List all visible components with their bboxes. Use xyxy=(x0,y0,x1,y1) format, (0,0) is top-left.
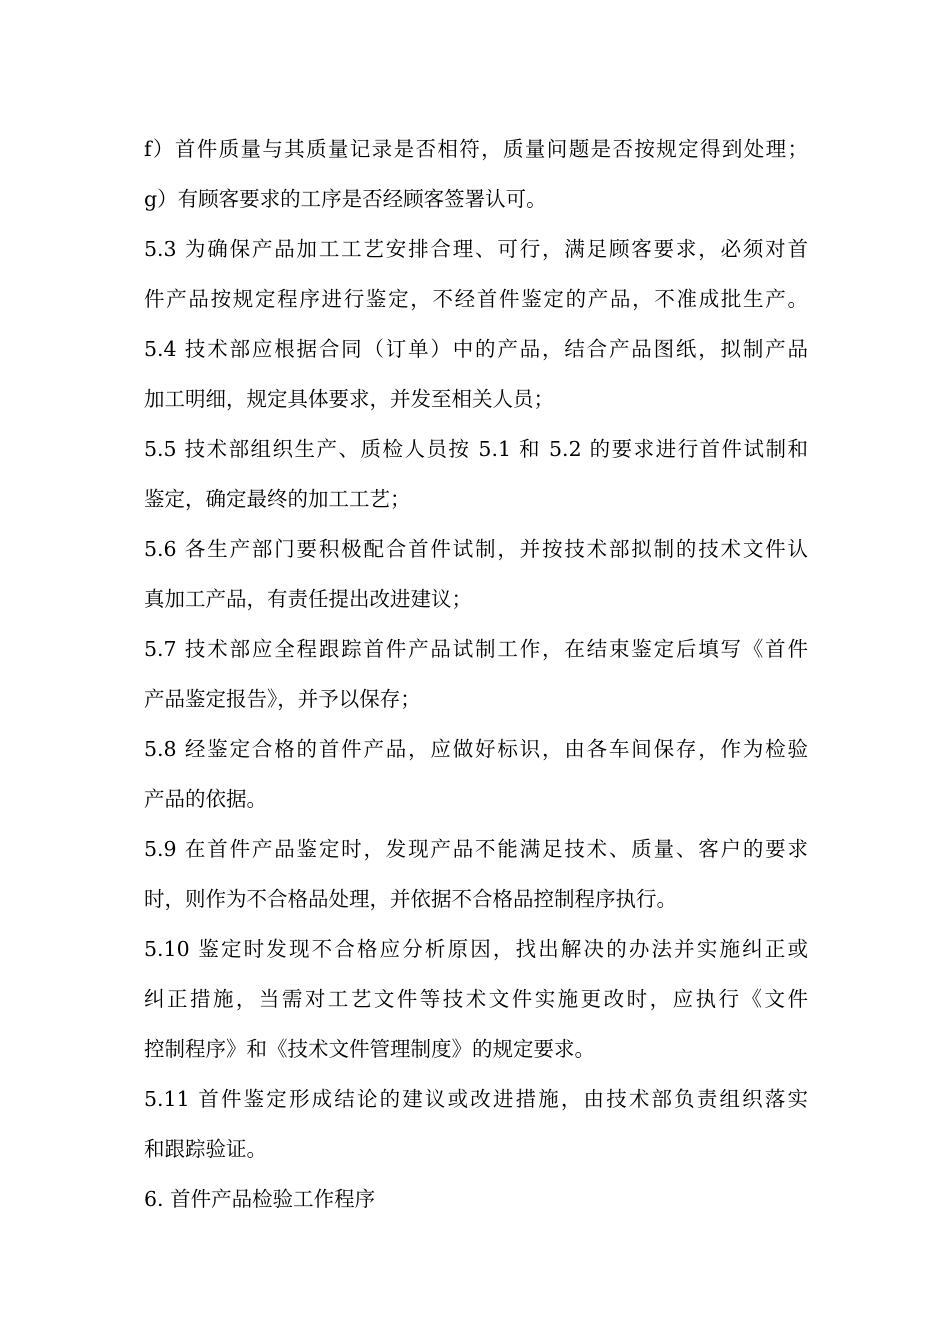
text-line: 纠正措施，当需对工艺文件等技术文件实施更改时，应执行《文件 xyxy=(144,987,808,1011)
text-line: 和跟踪验证。 xyxy=(144,1137,267,1161)
text-line: 真加工产品，有责任提出改进建议； xyxy=(144,587,472,611)
section-heading: 6. 首件产品检验工作程序 xyxy=(144,1187,376,1211)
text-line: 5.6 各生产部门要积极配合首件试制，并按技术部拟制的技术文件认 xyxy=(144,537,808,561)
text-line: 5.9 在首件产品鉴定时，发现产品不能满足技术、质量、客户的要求 xyxy=(144,837,808,861)
text-line: 加工明细，规定具体要求，并发至相关人员； xyxy=(144,387,554,411)
text-line: 5.11 首件鉴定形成结论的建议或改进措施，由技术部负责组织落实 xyxy=(144,1087,808,1111)
text-line: 时，则作为不合格品处理，并依据不合格品控制程序执行。 xyxy=(144,887,677,911)
text-line: f）首件质量与其质量记录是否相符，质量问题是否按规定得到处理； xyxy=(144,137,808,161)
text-line: 控制程序》和《技术文件管理制度》的规定要求。 xyxy=(144,1037,595,1061)
text-line: 5.5 技术部组织生产、质检人员按 5.1 和 5.2 的要求进行首件试制和 xyxy=(144,437,808,461)
document-body xyxy=(144,124,808,1224)
text-line: 鉴定，确定最终的加工工艺； xyxy=(144,487,411,511)
text-line: 5.10 鉴定时发现不合格应分析原因，找出解决的办法并实施纠正或 xyxy=(144,937,808,961)
text-line: g）有顾客要求的工序是否经顾客签署认可。 xyxy=(144,187,547,211)
text-line: 件产品按规定程序进行鉴定，不经首件鉴定的产品，不准成批生产。 xyxy=(144,287,808,311)
text-line: 产品鉴定报告》，并予以保存； xyxy=(144,687,421,711)
text-line: 5.7 技术部应全程跟踪首件产品试制工作，在结束鉴定后填写《首件 xyxy=(144,637,808,661)
text-line: 5.8 经鉴定合格的首件产品，应做好标识，由各车间保存，作为检验 xyxy=(144,737,808,761)
text-line: 5.4 技术部应根据合同（订单）中的产品，结合产品图纸，拟制产品 xyxy=(144,337,808,361)
text-line: 5.3 为确保产品加工工艺安排合理、可行，满足顾客要求，必须对首 xyxy=(144,237,808,261)
text-line: 产品的依据。 xyxy=(144,787,267,811)
